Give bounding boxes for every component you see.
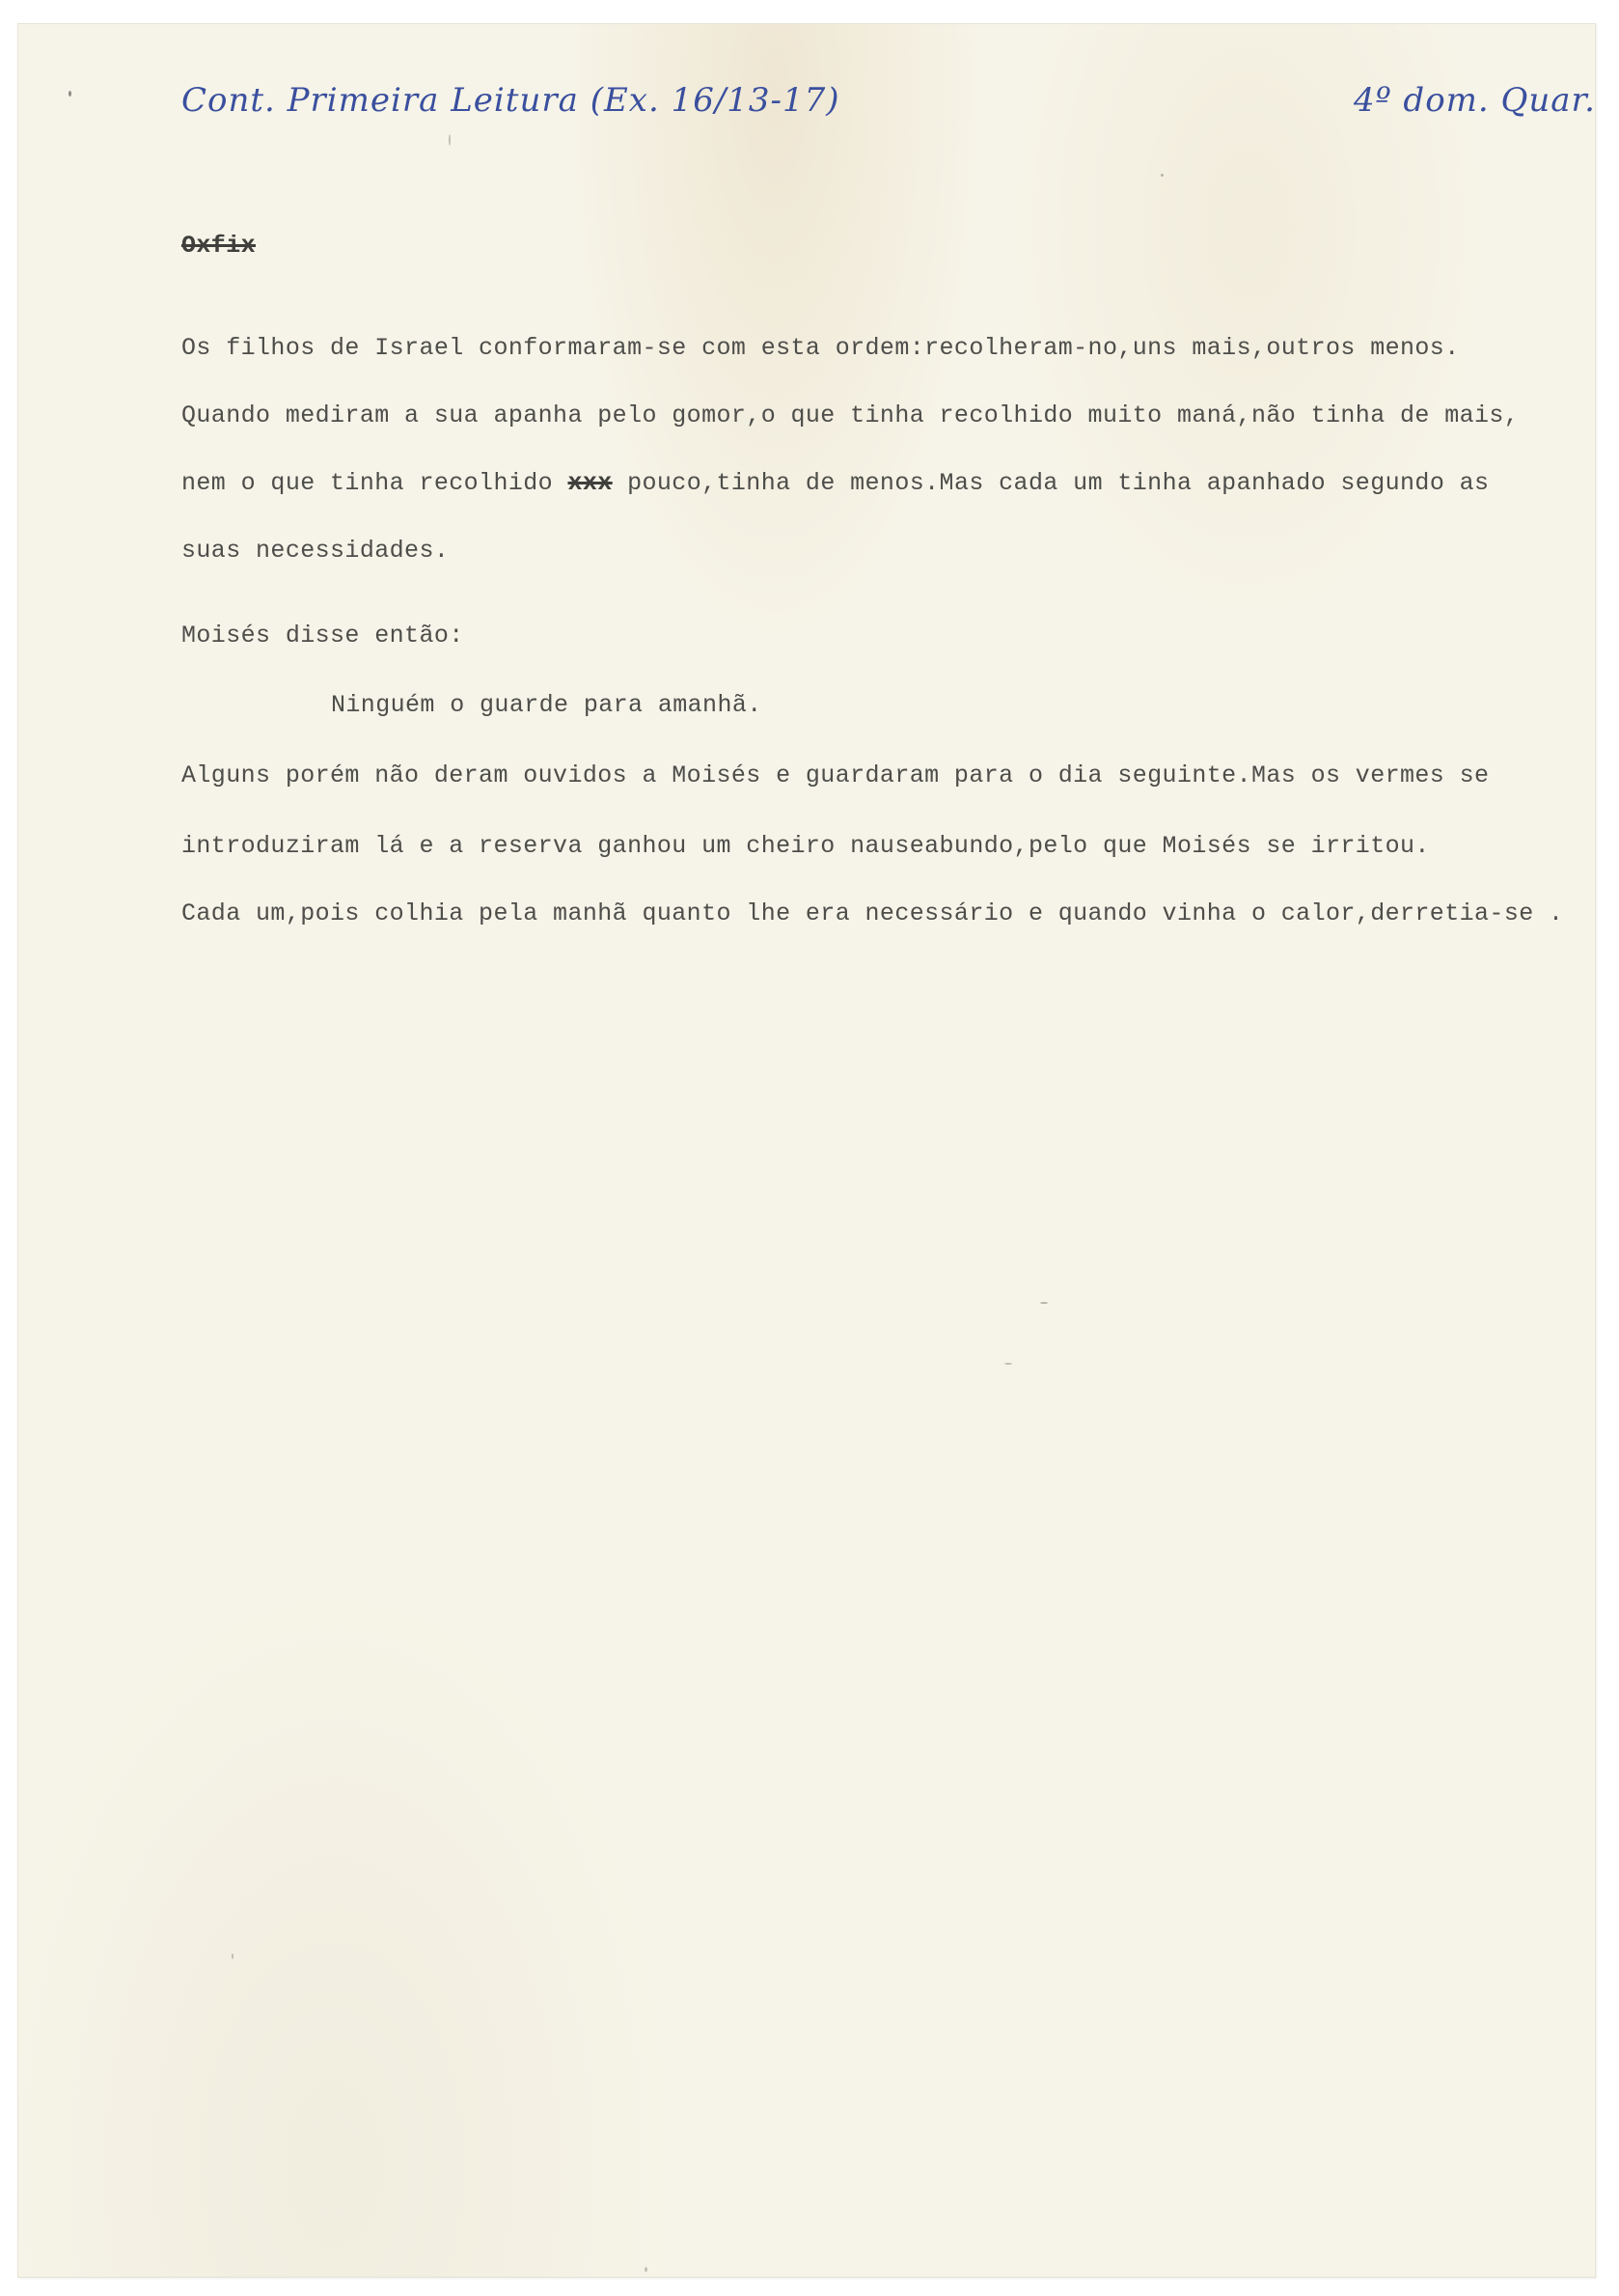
struck-heading: Oxfix (181, 232, 257, 260)
document-page (17, 23, 1596, 2278)
paper-speck (645, 2267, 647, 2272)
handwritten-sunday-note: 4º dom. Quar. (1354, 81, 1596, 120)
text-line-8: introduziram lá e a reserva ganhou um cheiro nauseabundo,pelo que Moisés se irritou. (181, 832, 1430, 860)
paper-speck (232, 1953, 233, 1959)
handwritten-reading-reference: Cont. Primeira Leitura (Ex. 16/13-17) (181, 81, 840, 120)
paper-speck (1161, 174, 1164, 177)
text-line-5: Moisés disse então: (181, 622, 464, 650)
text-line-4: suas necessidades. (181, 537, 450, 565)
paper-speck (1004, 1363, 1012, 1365)
text-line-6-indented-quote: Ninguém o guarde para amanhã. (331, 691, 762, 719)
text-line-7: Alguns porém não deram ouvidos a Moisés e guardaram para o dia seguinte.Mas os vermes se (181, 761, 1490, 789)
text-line-9: Cada um,pois colhia pela manhã quanto lhe era necessário e quando vinha o calor,derretia-se . (181, 899, 1564, 927)
text-line-3 (181, 469, 1489, 497)
text-line-3-end: pouco,tinha de menos.Mas cada um tinha apanhado segundo as (612, 469, 1490, 497)
struck-word: xxx (567, 469, 613, 497)
paper-speck (1040, 1302, 1048, 1304)
paper-speck (69, 91, 71, 97)
text-line-1: Os filhos de Israel conformaram-se com esta ordem:recolheram-no,uns mais,outros menos. (181, 334, 1460, 362)
text-line-2: Quando mediram a sua apanha pelo gomor,o que tinha recolhido muito maná,não tinha de mais, (181, 401, 1520, 429)
paper-speck (449, 134, 451, 146)
text-line-3-start: nem o que tinha recolhido (181, 469, 568, 497)
